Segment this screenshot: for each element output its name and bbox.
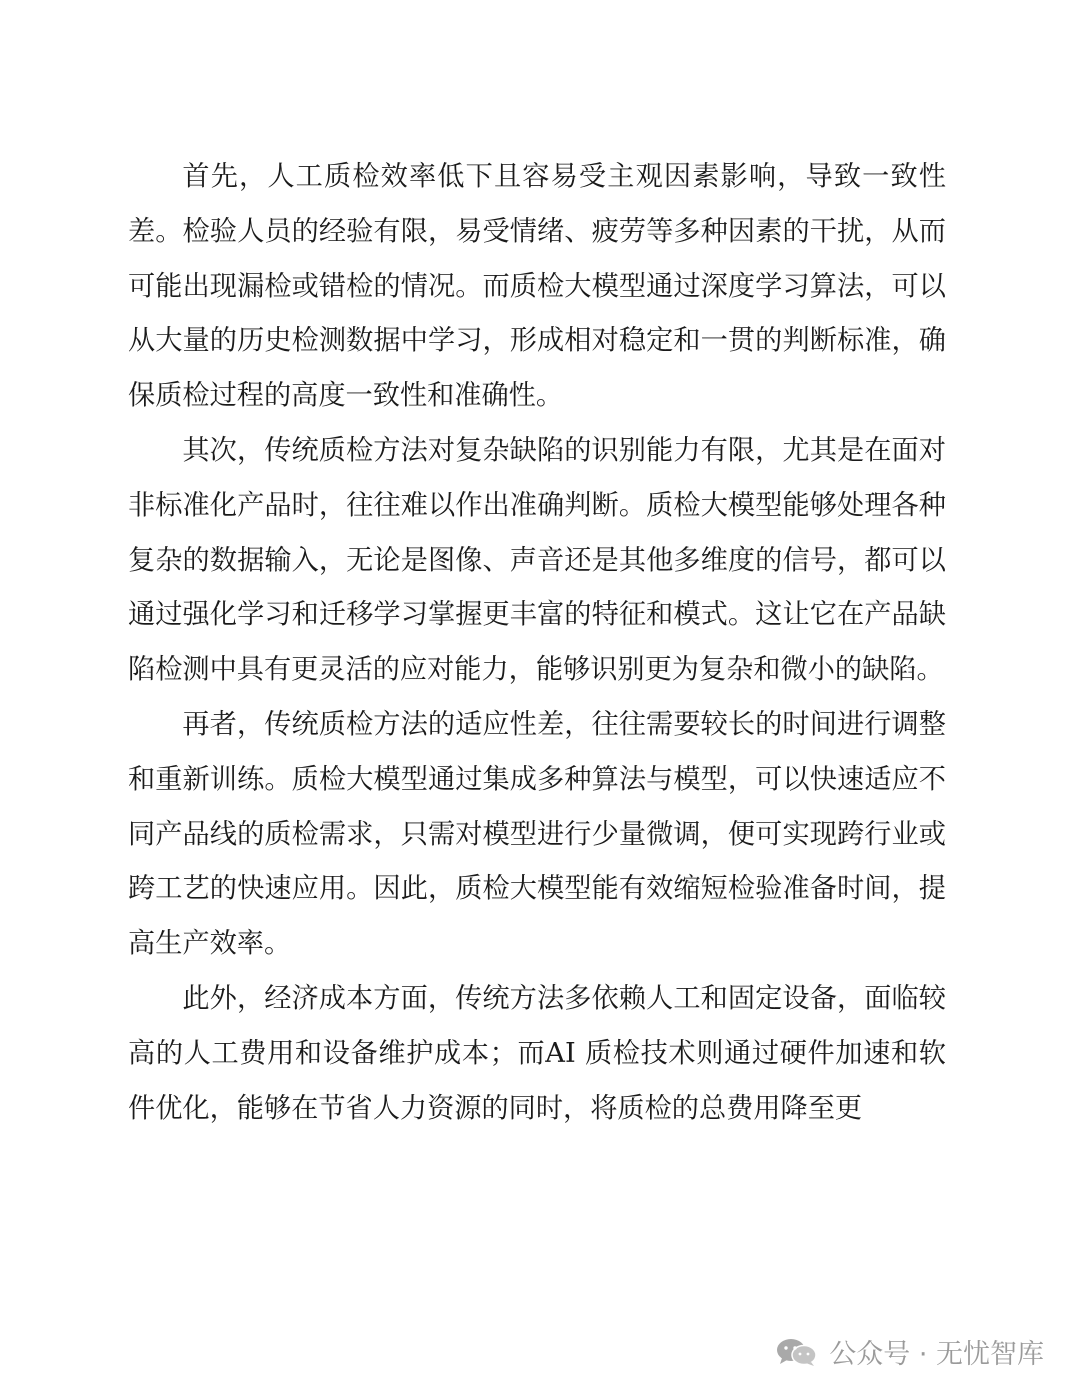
paragraph-4: 此外，经济成本方面，传统方法多依赖人工和固定设备，面临较高的人工费用和设备维护成本；而AI 质检技术则通过硬件加速和软件优化，能够在节省人力资源的同时，将质检的总费用降至更 — [128, 982, 946, 1124]
paragraph-1: 首先，人工质检效率低下且容易受主观因素影响，导致一致性差。检验人员的经验有限，易受情绪、疲劳等多种因素的干扰，从而可能出现漏检或错检的情况。而质检大模型通过深度学习算法，可以从大量的历史检测数据中学习，形成相对稳定和一贯的判断标准，确保质检过程的高度一致性和准确性。 — [128, 161, 946, 412]
paragraph-3: 再者，传统质检方法的适应性差，往往需要较长的时间进行调整和重新训练。质检大模型通过集成多种算法与模型，可以快速适应不同产品线的质检需求，只需对模型进行少量微调，便可实现跨行业或跨工艺的快速应用。因此，质检大模型能有效缩短检验准备时间，提高生产效率。 — [128, 708, 946, 960]
watermark — [775, 1332, 1044, 1371]
paragraph-2: 其次，传统质检方法对复杂缺陷的识别能力有限，尤其是在面对非标准化产品时，往往难以作出准确判断。质检大模型能够处理各种复杂的数据输入，无论是图像、声音还是其他多维度的信号，都可以通过强化学习和迁移学习掌握更丰富的特征和模式。这让它在产品缺陷检测中具有更灵活的应对能力，能够识别更为复杂和微小的缺陷。 — [128, 434, 946, 686]
watermark-text: 公众号 · 无忧智库 — [829, 1339, 1044, 1370]
document-body — [128, 150, 946, 1136]
wechat-icon — [775, 1337, 819, 1367]
